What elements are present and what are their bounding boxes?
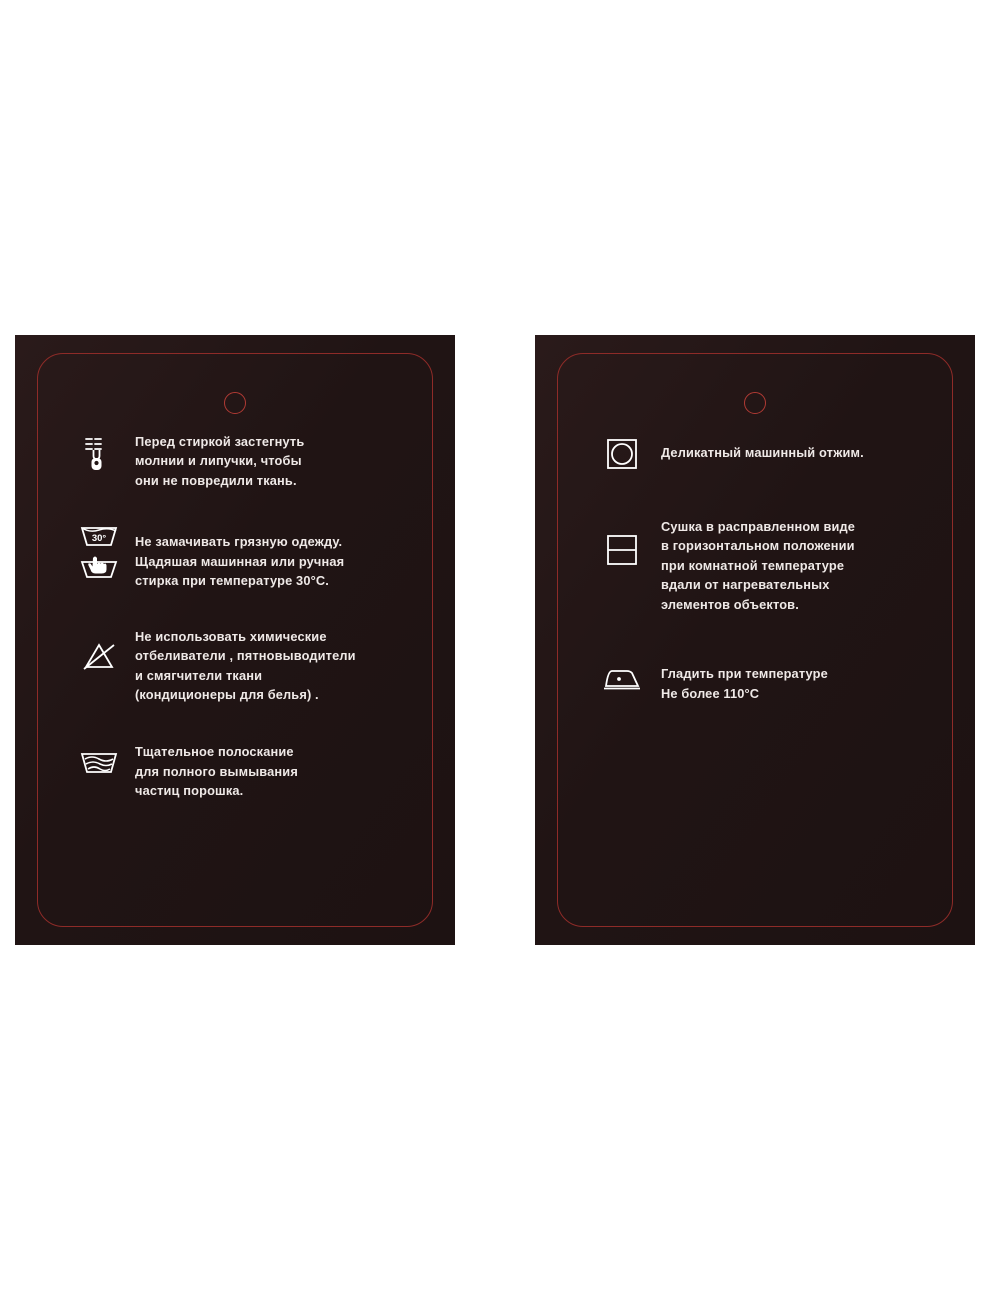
list-item xyxy=(63,740,427,800)
instruction-line: элементов объектов. xyxy=(661,596,799,612)
do-not-bleach-icon xyxy=(76,639,122,675)
instruction-line: (кондиционеры для белья) . xyxy=(135,686,319,702)
instruction-line: отбеливатели , пятновыводители xyxy=(135,648,356,664)
instruction-line: Не более 110°C xyxy=(661,685,760,701)
instruction-line: Не использовать химические xyxy=(135,628,327,644)
dry-flat-icon xyxy=(603,531,641,569)
iron-one-dot-icon xyxy=(599,664,645,694)
instruction-line: Щадяшая машинная или ручная xyxy=(135,553,345,569)
icon-group xyxy=(63,740,135,778)
list-item xyxy=(63,625,427,705)
instruction-line: они не повредили ткань. xyxy=(135,472,297,488)
icon-group xyxy=(583,433,661,473)
instruction-line: молнии и липучки, чтобы xyxy=(135,453,302,469)
svg-text:30°: 30° xyxy=(91,533,107,545)
care-instruction-list xyxy=(583,433,947,745)
wash-30-degrees-icon xyxy=(76,522,122,550)
instruction-line: Гладить при температуре xyxy=(661,666,828,682)
list-item xyxy=(583,660,947,703)
instruction-text xyxy=(661,515,855,614)
washing-care-tag xyxy=(15,335,455,945)
instruction-line: Перед стиркой застегнуть xyxy=(135,434,305,449)
instruction-line: при комнатной температуре xyxy=(661,557,845,573)
instruction-text xyxy=(135,430,304,490)
drying-ironing-care-tag xyxy=(535,335,975,945)
instruction-line: Деликатный машинный отжим. xyxy=(661,445,864,460)
instruction-text xyxy=(661,433,864,462)
icon-group xyxy=(63,430,135,474)
list-item xyxy=(63,430,427,490)
icon-group xyxy=(63,520,135,582)
instruction-line: для полного вымывания xyxy=(135,763,298,779)
instruction-text xyxy=(135,740,298,800)
zipper-fastener-icon xyxy=(79,432,119,474)
hand-wash-icon xyxy=(76,554,122,582)
list-item xyxy=(583,515,947,614)
delicate-spin-icon xyxy=(603,435,641,473)
instruction-text xyxy=(135,625,356,705)
instruction-line: Сушка в расправленном виде xyxy=(661,519,856,534)
instruction-line: Тщательное полоскание xyxy=(135,744,294,760)
icon-group xyxy=(63,625,135,675)
instruction-line: вдали от нагревательных xyxy=(661,577,830,593)
punch-hole xyxy=(224,392,246,414)
instruction-line: Не замачивать грязную одежду. xyxy=(135,534,343,550)
instruction-text xyxy=(135,520,344,590)
list-item xyxy=(63,520,427,590)
instruction-line: частиц порошка. xyxy=(135,783,244,799)
rinse-water-icon xyxy=(76,748,122,778)
instruction-line: и смягчители ткани xyxy=(135,667,263,683)
list-item xyxy=(583,433,947,473)
icon-group xyxy=(583,515,661,569)
icon-group xyxy=(583,660,661,694)
care-instruction-list xyxy=(63,430,427,831)
instruction-line: стирка при температуре 30°C. xyxy=(135,573,329,589)
punch-hole xyxy=(744,392,766,414)
instruction-text xyxy=(661,660,828,703)
instruction-line: в горизонтальном положении xyxy=(661,538,855,554)
